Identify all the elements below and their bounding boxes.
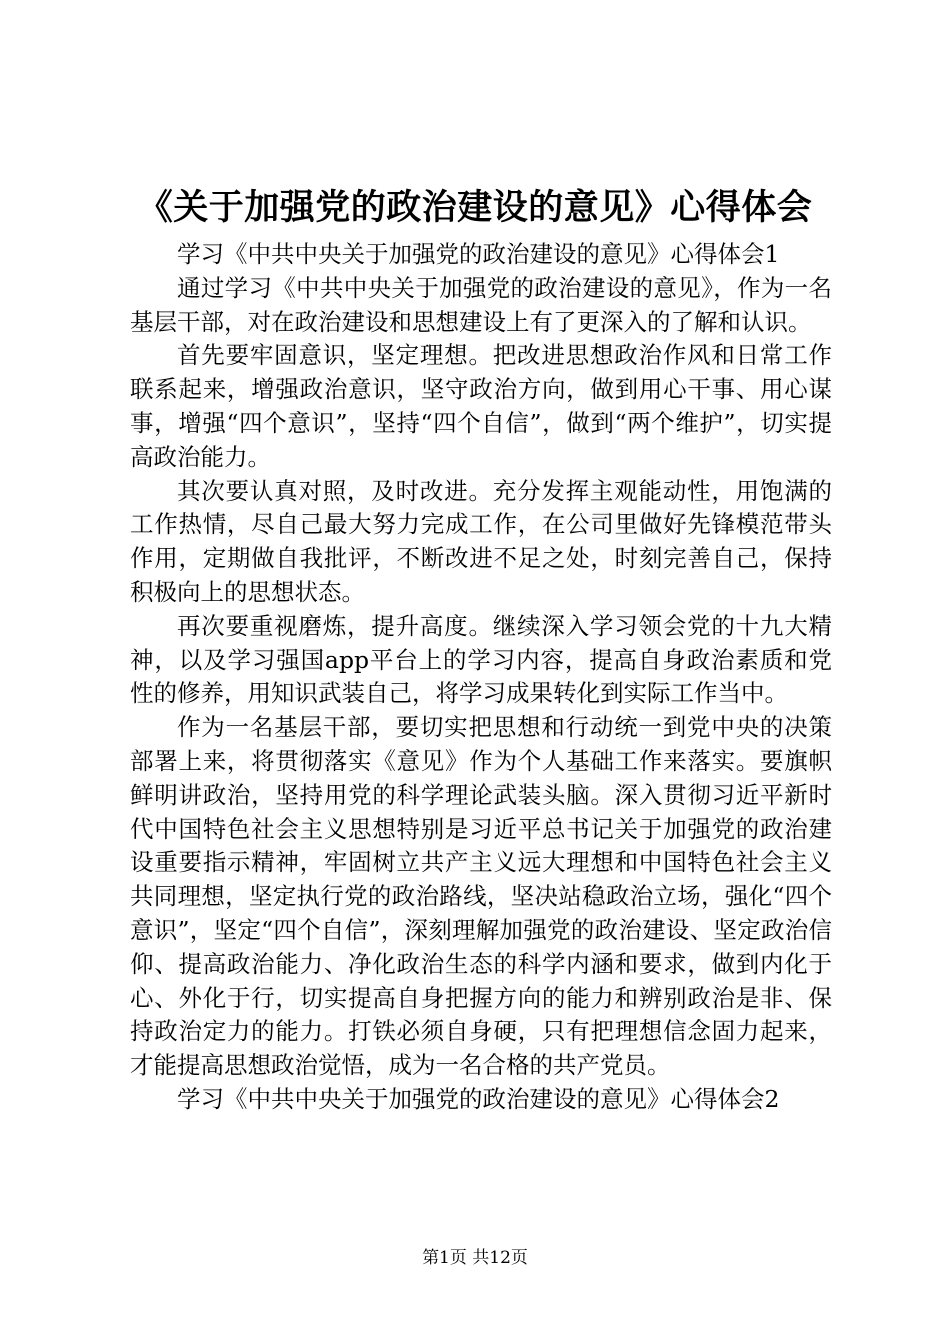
paragraph-heading-2: 学习《中共中央关于加强党的政治建设的意见》心得体会2 <box>177 1084 780 1113</box>
paragraph: 再次要重视磨炼，提升高度。继续深入学习领会党的十九大精神，以及学习强国app平台上的学习内容，提高自身政治素质和党性的修养，用知识武装自己，将学习成果转化到实际工作当中。 <box>130 611 832 708</box>
document-title: 《关于加强党的政治建设的意见》心得体会 <box>137 187 813 228</box>
page-number-footer: 第1页 共12页 <box>422 1248 528 1268</box>
paragraph: 作为一名基层干部，要切实把思想和行动统一到党中央的决策部署上来，将贯彻落实《意见》作为个人基础工作来落实。要旗帜鲜明讲政治，坚持用党的科学理论武装头脑。深入贯彻习近平新时代中国特色社会主义思想特别是习近平总书记关于加强党的政治建设重要指示精神，牢固树立共产主义远大理想和中国特色社会主义共同理想，坚定执行党的政治路线，坚决站稳政治立场，强化“四个意识”，坚定“四个自信”，深刻理解加强党的政治建设、坚定政治信仰、提高政治能力、净化政治生态的科学内涵和要求，做到内化于心、外化于行，切实提高自身把握方向的能力和辨别政治是非、保持政治定力的能力。打铁必须自身硬，只有把理想信念固力起来，才能提高思想政治觉悟，成为一名合格的共产党员。 <box>130 713 832 1080</box>
paragraph: 其次要认真对照，及时改进。充分发挥主观能动性，用饱满的工作热情，尽自己最大努力完成工作，在公司里做好先锋模范带头作用，定期做自我批评，不断改进不足之处，时刻完善自己，保持积极向上的思想状态。 <box>130 476 832 606</box>
document-body <box>130 238 832 1117</box>
paragraph: 首先要牢固意识，坚定理想。把改进思想政治作风和日常工作联系起来，增强政治意识，坚守政治方向，做到用心干事、用心谋事，增强“四个意识”，坚持“四个自信”，做到“两个维护”，切实提高政治能力。 <box>130 341 832 471</box>
paragraph-heading-1: 学习《中共中央关于加强党的政治建设的意见》心得体会1 <box>177 240 780 268</box>
paragraph: 通过学习《中共中央关于加强党的政治建设的意见》，作为一名基层干部，对在政治建设和思想建设上有了更深入的了解和认识。 <box>130 273 832 336</box>
